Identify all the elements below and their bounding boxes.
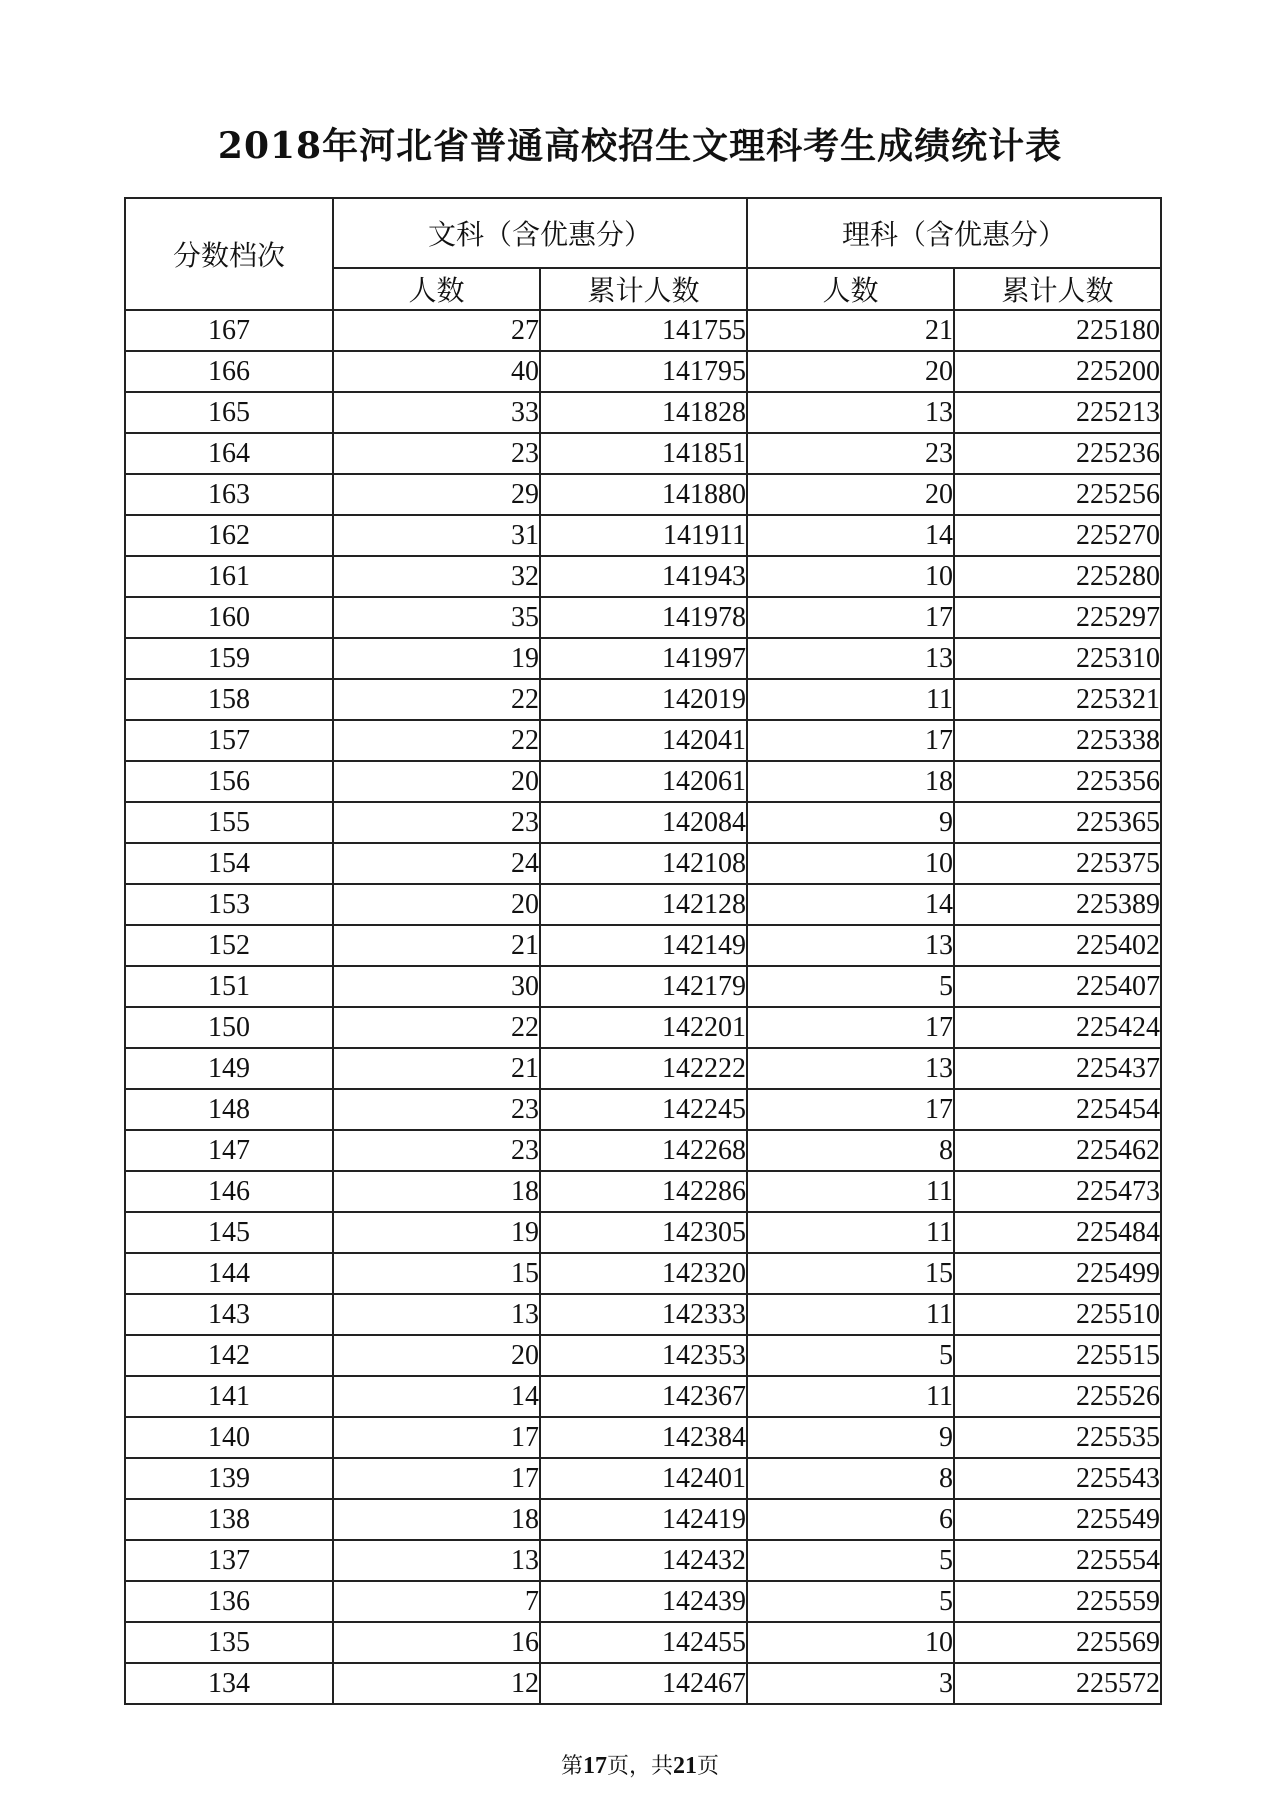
wenke-count-cell: 17 [333, 1417, 540, 1458]
like-count-cell: 23 [747, 433, 954, 474]
score-cell: 157 [125, 720, 333, 761]
like-count-cell: 5 [747, 1581, 954, 1622]
table-row [125, 1581, 1161, 1622]
score-cell: 165 [125, 392, 333, 433]
like-cumulative-cell: 225526 [954, 1376, 1161, 1417]
like-cumulative-cell: 225569 [954, 1622, 1161, 1663]
wenke-count-cell: 35 [333, 597, 540, 638]
score-cell: 146 [125, 1171, 333, 1212]
table-row [125, 966, 1161, 1007]
wenke-cumulative-cell: 142286 [540, 1171, 747, 1212]
wenke-cumulative-cell: 142455 [540, 1622, 747, 1663]
table-row [125, 1663, 1161, 1704]
header-like-cumulative: 累计人数 [954, 268, 1161, 310]
score-cell: 158 [125, 679, 333, 720]
like-count-cell: 5 [747, 1335, 954, 1376]
like-cumulative-cell: 225407 [954, 966, 1161, 1007]
wenke-count-cell: 30 [333, 966, 540, 1007]
table-row [125, 515, 1161, 556]
like-count-cell: 9 [747, 1417, 954, 1458]
score-cell: 153 [125, 884, 333, 925]
score-cell: 139 [125, 1458, 333, 1499]
score-cell: 148 [125, 1089, 333, 1130]
wenke-count-cell: 19 [333, 1212, 540, 1253]
table-row [125, 1007, 1161, 1048]
table-row [125, 351, 1161, 392]
like-cumulative-cell: 225200 [954, 351, 1161, 392]
wenke-cumulative-cell: 141911 [540, 515, 747, 556]
wenke-count-cell: 18 [333, 1499, 540, 1540]
header-like: 理科（含优惠分） [747, 198, 1161, 268]
wenke-cumulative-cell: 142201 [540, 1007, 747, 1048]
score-cell: 150 [125, 1007, 333, 1048]
like-cumulative-cell: 225510 [954, 1294, 1161, 1335]
like-count-cell: 11 [747, 679, 954, 720]
score-cell: 164 [125, 433, 333, 474]
wenke-cumulative-cell: 142128 [540, 884, 747, 925]
score-cell: 151 [125, 966, 333, 1007]
wenke-cumulative-cell: 141795 [540, 351, 747, 392]
wenke-count-cell: 22 [333, 1007, 540, 1048]
wenke-cumulative-cell: 142084 [540, 802, 747, 843]
wenke-count-cell: 20 [333, 761, 540, 802]
table-row [125, 310, 1161, 351]
like-count-cell: 3 [747, 1663, 954, 1704]
wenke-count-cell: 14 [333, 1376, 540, 1417]
score-cell: 160 [125, 597, 333, 638]
like-cumulative-cell: 225297 [954, 597, 1161, 638]
like-count-cell: 5 [747, 966, 954, 1007]
footer-middle: 页，共 [606, 1754, 673, 1779]
like-cumulative-cell: 225484 [954, 1212, 1161, 1253]
score-cell: 147 [125, 1130, 333, 1171]
like-cumulative-cell: 225424 [954, 1007, 1161, 1048]
table-row [125, 1048, 1161, 1089]
like-count-cell: 20 [747, 474, 954, 515]
table-row [125, 1458, 1161, 1499]
table-row [125, 802, 1161, 843]
score-cell: 144 [125, 1253, 333, 1294]
score-table [124, 197, 1162, 1705]
like-cumulative-cell: 225559 [954, 1581, 1161, 1622]
like-cumulative-cell: 225549 [954, 1499, 1161, 1540]
like-cumulative-cell: 225389 [954, 884, 1161, 925]
table-row [125, 1417, 1161, 1458]
wenke-cumulative-cell: 141978 [540, 597, 747, 638]
header-wenke-count: 人数 [333, 268, 540, 310]
table-row [125, 392, 1161, 433]
like-count-cell: 14 [747, 884, 954, 925]
like-count-cell: 14 [747, 515, 954, 556]
like-cumulative-cell: 225213 [954, 392, 1161, 433]
wenke-cumulative-cell: 141880 [540, 474, 747, 515]
table-row [125, 679, 1161, 720]
header-wenke: 文科（含优惠分） [333, 198, 747, 268]
like-cumulative-cell: 225462 [954, 1130, 1161, 1171]
like-count-cell: 13 [747, 925, 954, 966]
table-row [125, 1499, 1161, 1540]
score-cell: 166 [125, 351, 333, 392]
wenke-cumulative-cell: 142333 [540, 1294, 747, 1335]
like-cumulative-cell: 225454 [954, 1089, 1161, 1130]
score-cell: 161 [125, 556, 333, 597]
wenke-cumulative-cell: 142222 [540, 1048, 747, 1089]
wenke-count-cell: 21 [333, 925, 540, 966]
wenke-count-cell: 12 [333, 1663, 540, 1704]
wenke-cumulative-cell: 142419 [540, 1499, 747, 1540]
like-count-cell: 17 [747, 597, 954, 638]
wenke-cumulative-cell: 142353 [540, 1335, 747, 1376]
like-cumulative-cell: 225180 [954, 310, 1161, 351]
like-count-cell: 17 [747, 1089, 954, 1130]
wenke-count-cell: 15 [333, 1253, 540, 1294]
wenke-count-cell: 23 [333, 433, 540, 474]
score-cell: 155 [125, 802, 333, 843]
score-cell: 142 [125, 1335, 333, 1376]
score-cell: 154 [125, 843, 333, 884]
score-cell: 134 [125, 1663, 333, 1704]
footer-total-pages: 21 [673, 1753, 697, 1779]
score-cell: 156 [125, 761, 333, 802]
like-cumulative-cell: 225473 [954, 1171, 1161, 1212]
wenke-cumulative-cell: 141997 [540, 638, 747, 679]
table-row [125, 761, 1161, 802]
wenke-count-cell: 31 [333, 515, 540, 556]
table-row [125, 638, 1161, 679]
like-count-cell: 10 [747, 1622, 954, 1663]
wenke-cumulative-cell: 142432 [540, 1540, 747, 1581]
table-row [125, 1130, 1161, 1171]
wenke-count-cell: 18 [333, 1171, 540, 1212]
wenke-count-cell: 13 [333, 1294, 540, 1335]
table-row [125, 1376, 1161, 1417]
wenke-count-cell: 22 [333, 720, 540, 761]
like-count-cell: 17 [747, 1007, 954, 1048]
like-cumulative-cell: 225321 [954, 679, 1161, 720]
table-row [125, 843, 1161, 884]
wenke-cumulative-cell: 142305 [540, 1212, 747, 1253]
like-count-cell: 8 [747, 1458, 954, 1499]
wenke-count-cell: 24 [333, 843, 540, 884]
score-cell: 140 [125, 1417, 333, 1458]
wenke-cumulative-cell: 141755 [540, 310, 747, 351]
page-title: 2018年河北省普通高校招生文理科考生成绩统计表 [217, 125, 1063, 167]
like-count-cell: 17 [747, 720, 954, 761]
like-count-cell: 11 [747, 1212, 954, 1253]
like-cumulative-cell: 225375 [954, 843, 1161, 884]
like-count-cell: 5 [747, 1540, 954, 1581]
table-row [125, 925, 1161, 966]
table-row [125, 556, 1161, 597]
like-count-cell: 11 [747, 1294, 954, 1335]
footer-page-number: 17 [582, 1753, 607, 1779]
table-row [125, 474, 1161, 515]
score-cell: 163 [125, 474, 333, 515]
like-count-cell: 11 [747, 1376, 954, 1417]
table-row [125, 1540, 1161, 1581]
table-row [125, 1089, 1161, 1130]
wenke-cumulative-cell: 142019 [540, 679, 747, 720]
like-cumulative-cell: 225543 [954, 1458, 1161, 1499]
wenke-count-cell: 20 [333, 884, 540, 925]
like-cumulative-cell: 225554 [954, 1540, 1161, 1581]
like-count-cell: 10 [747, 556, 954, 597]
wenke-cumulative-cell: 142041 [540, 720, 747, 761]
like-count-cell: 6 [747, 1499, 954, 1540]
like-cumulative-cell: 225572 [954, 1663, 1161, 1704]
like-count-cell: 13 [747, 1048, 954, 1089]
like-count-cell: 13 [747, 392, 954, 433]
wenke-cumulative-cell: 141943 [540, 556, 747, 597]
like-count-cell: 13 [747, 638, 954, 679]
table-row [125, 597, 1161, 638]
wenke-count-cell: 27 [333, 310, 540, 351]
like-cumulative-cell: 225236 [954, 433, 1161, 474]
like-cumulative-cell: 225310 [954, 638, 1161, 679]
score-cell: 149 [125, 1048, 333, 1089]
header-wenke-cumulative: 累计人数 [540, 268, 747, 310]
score-cell: 143 [125, 1294, 333, 1335]
wenke-count-cell: 19 [333, 638, 540, 679]
wenke-count-cell: 13 [333, 1540, 540, 1581]
wenke-cumulative-cell: 141851 [540, 433, 747, 474]
score-cell: 141 [125, 1376, 333, 1417]
like-cumulative-cell: 225515 [954, 1335, 1161, 1376]
score-cell: 159 [125, 638, 333, 679]
footer-prefix: 第 [560, 1754, 583, 1779]
wenke-cumulative-cell: 142467 [540, 1663, 747, 1704]
wenke-count-cell: 16 [333, 1622, 540, 1663]
footer-suffix: 页 [697, 1754, 720, 1779]
table-row [125, 720, 1161, 761]
wenke-count-cell: 33 [333, 392, 540, 433]
score-cell: 138 [125, 1499, 333, 1540]
like-cumulative-cell: 225280 [954, 556, 1161, 597]
like-count-cell: 18 [747, 761, 954, 802]
wenke-cumulative-cell: 142384 [540, 1417, 747, 1458]
table-row [125, 1335, 1161, 1376]
wenke-cumulative-cell: 142179 [540, 966, 747, 1007]
score-cell: 137 [125, 1540, 333, 1581]
wenke-cumulative-cell: 142149 [540, 925, 747, 966]
table-row [125, 1622, 1161, 1663]
table-row [125, 1294, 1161, 1335]
wenke-count-cell: 32 [333, 556, 540, 597]
table-body [125, 310, 1161, 1704]
wenke-cumulative-cell: 142268 [540, 1130, 747, 1171]
like-count-cell: 10 [747, 843, 954, 884]
wenke-count-cell: 7 [333, 1581, 540, 1622]
wenke-count-cell: 23 [333, 1089, 540, 1130]
wenke-cumulative-cell: 142367 [540, 1376, 747, 1417]
like-cumulative-cell: 225338 [954, 720, 1161, 761]
table-row [125, 433, 1161, 474]
score-cell: 167 [125, 310, 333, 351]
header-score-level: 分数档次 [125, 198, 333, 310]
like-count-cell: 11 [747, 1171, 954, 1212]
page-footer [0, 1749, 1280, 1780]
wenke-count-cell: 17 [333, 1458, 540, 1499]
wenke-cumulative-cell: 141828 [540, 392, 747, 433]
like-count-cell: 8 [747, 1130, 954, 1171]
like-cumulative-cell: 225535 [954, 1417, 1161, 1458]
wenke-cumulative-cell: 142245 [540, 1089, 747, 1130]
like-cumulative-cell: 225437 [954, 1048, 1161, 1089]
wenke-cumulative-cell: 142439 [540, 1581, 747, 1622]
like-cumulative-cell: 225402 [954, 925, 1161, 966]
like-cumulative-cell: 225356 [954, 761, 1161, 802]
table-row [125, 1253, 1161, 1294]
wenke-count-cell: 29 [333, 474, 540, 515]
like-cumulative-cell: 225256 [954, 474, 1161, 515]
score-cell: 136 [125, 1581, 333, 1622]
wenke-cumulative-cell: 142061 [540, 761, 747, 802]
score-cell: 152 [125, 925, 333, 966]
wenke-cumulative-cell: 142320 [540, 1253, 747, 1294]
score-cell: 135 [125, 1622, 333, 1663]
wenke-count-cell: 23 [333, 1130, 540, 1171]
wenke-count-cell: 20 [333, 1335, 540, 1376]
wenke-cumulative-cell: 142108 [540, 843, 747, 884]
wenke-cumulative-cell: 142401 [540, 1458, 747, 1499]
like-count-cell: 15 [747, 1253, 954, 1294]
like-count-cell: 20 [747, 351, 954, 392]
wenke-count-cell: 23 [333, 802, 540, 843]
header-like-count: 人数 [747, 268, 954, 310]
table-row [125, 884, 1161, 925]
like-cumulative-cell: 225365 [954, 802, 1161, 843]
like-cumulative-cell: 225270 [954, 515, 1161, 556]
table-row [125, 1212, 1161, 1253]
like-cumulative-cell: 225499 [954, 1253, 1161, 1294]
wenke-count-cell: 21 [333, 1048, 540, 1089]
like-count-cell: 9 [747, 802, 954, 843]
score-cell: 145 [125, 1212, 333, 1253]
wenke-count-cell: 22 [333, 679, 540, 720]
score-cell: 162 [125, 515, 333, 556]
table-row [125, 1171, 1161, 1212]
like-count-cell: 21 [747, 310, 954, 351]
wenke-count-cell: 40 [333, 351, 540, 392]
